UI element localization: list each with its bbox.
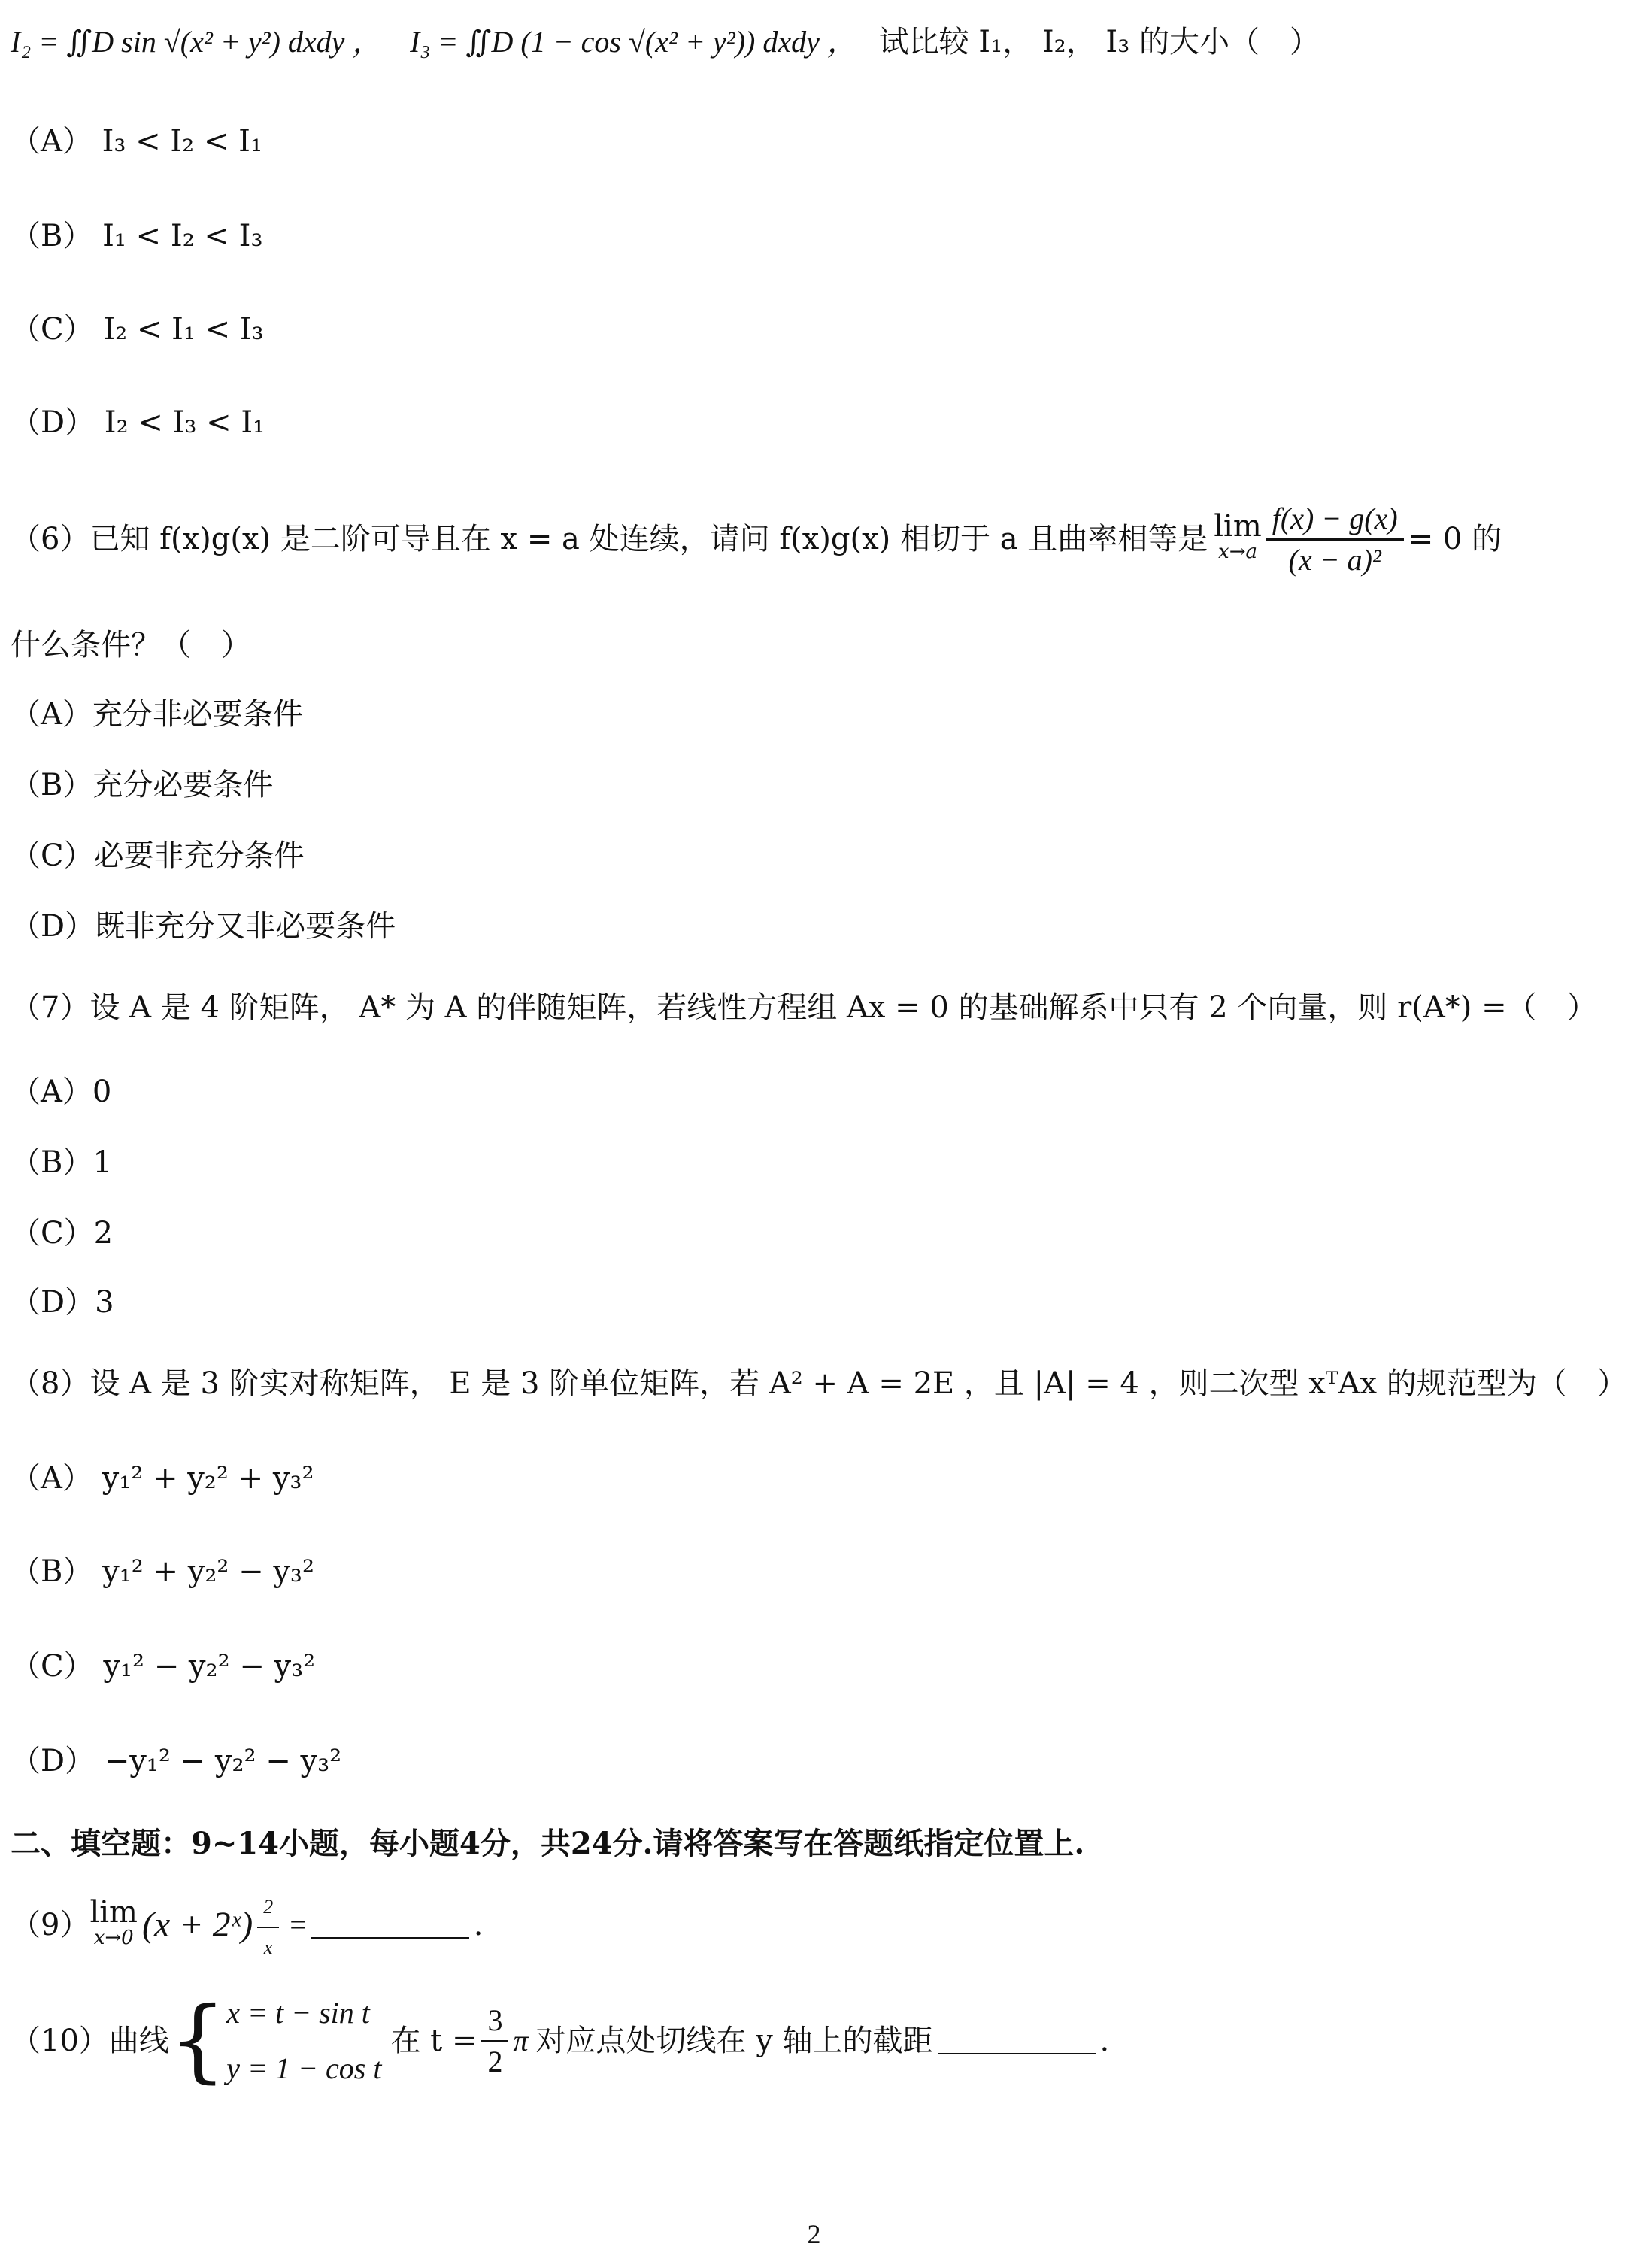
q5-option-d: （D） I₂ < I₃ < I₁	[11, 405, 265, 440]
q7-option-a: （A）0	[11, 1075, 112, 1109]
integral-definitions-line	[11, 23, 1617, 62]
q6-stem-continued: 什么条件？（ ）	[11, 628, 251, 663]
q5-option-c: （C） I₂ < I₁ < I₃	[11, 312, 264, 347]
q8-option-b: （B） y₁² + y₂² − y₃²	[11, 1554, 315, 1589]
i3-definition: I₃ = ∬D (1 − cos √(x² + y²)) dxdy ，	[410, 25, 857, 59]
q10-fraction-numerator: 3	[481, 2001, 508, 2042]
q6-fraction-numerator: f(x) − g(x)	[1266, 499, 1404, 541]
q9-lim-subscript: x→0	[93, 1927, 134, 1949]
q10-tail-text: 对应点处切线在 y 轴上的截距	[535, 2024, 933, 2058]
section-2-heading: 二、填空题：9~14小题，每小题4分，共24分.请将答案写在答题纸指定位置上.	[11, 1826, 1085, 1861]
q5-option-b: （B） I₁ < I₂ < I₃	[11, 219, 263, 253]
q6-lim-subscript: x→a	[1218, 541, 1257, 563]
q9-answer-blank[interactable]	[311, 1912, 469, 1939]
q6-option-b: （B）充分必要条件	[11, 768, 274, 802]
q9-label: （9）	[11, 1908, 90, 1942]
q7-option-d: （D）3	[11, 1285, 114, 1320]
q6-stem-end: = 0 的	[1408, 522, 1502, 556]
q6-lim-word: lim	[1214, 509, 1262, 544]
q6-stem-text: （6）已知 f(x)g(x) 是二阶可导且在 x = a 处连续，请问 f(x)g(x) 相切于 a 且曲率相等是	[11, 522, 1208, 556]
q9-exponent-denominator: x	[263, 1936, 273, 1958]
q9-equals: =	[290, 1908, 307, 1942]
q8-stem: （8）设 A 是 3 阶实对称矩阵， E 是 3 阶单位矩阵，若 A² + A = 2E ，且 |A| = 4 ，则二次型 xᵀAx 的规范型为（ ）	[11, 1366, 1627, 1401]
q6-fraction-denominator: (x − a)²	[1288, 542, 1381, 577]
q10-brace: {	[168, 1988, 227, 2093]
page-number: 2	[807, 2219, 821, 2249]
q9-lim-word: lim	[89, 1895, 138, 1930]
q8-option-d: （D） −y₁² − y₂² − y₃²	[11, 1744, 342, 1778]
q10-label: （10）曲线	[11, 2024, 169, 2058]
q10-answer-blank[interactable]	[938, 2027, 1096, 2054]
q6-option-c: （C）必要非充分条件	[11, 838, 305, 873]
q9-exponent-numerator: 2	[257, 1887, 279, 1928]
q6-option-d: （D）既非充分又非必要条件	[11, 909, 396, 944]
q7-option-c: （C）2	[11, 1216, 114, 1251]
q8-option-a: （A） y₁² + y₂² + y₃²	[11, 1461, 314, 1496]
q10-pi: π	[513, 2024, 529, 2057]
q10-parametric-system	[226, 1985, 381, 2097]
q6-stem	[11, 490, 1617, 588]
q7-stem: （7）设 A 是 4 阶矩阵， A* 为 A 的伴随矩阵，若线性方程组 Ax = 0 的基础解系中只有 2 个向量，则 r(A*) =（ ）	[11, 990, 1597, 1025]
q10-period: .	[1099, 2024, 1110, 2058]
q6-limit	[1214, 509, 1262, 565]
q5-option-a: （A） I₃ < I₂ < I₁	[11, 124, 262, 159]
q10-fraction-denominator: 2	[487, 2044, 503, 2078]
q6-fraction	[1266, 499, 1404, 580]
q8-option-c: （C） y₁² − y₂² − y₃²	[11, 1649, 316, 1684]
q10-at-t: 在 t =	[390, 2024, 477, 2058]
compare-question: 试比较 I₁， I₂， I₃ 的大小（ ）	[878, 25, 1320, 59]
q9-exponent	[257, 1887, 279, 1967]
q9-limit	[89, 1895, 138, 1951]
q9-period: .	[473, 1908, 484, 1942]
i2-definition: I₂ = ∬D sin √(x² + y²) dxdy ，	[11, 25, 383, 59]
q10-fraction	[481, 2001, 508, 2082]
q10-line	[11, 1981, 1617, 2101]
q9-base-expression: (x + 2ˣ)	[141, 1905, 253, 1945]
q7-option-b: （B）1	[11, 1145, 112, 1180]
q10-equation-x: x = t − sin t	[226, 1996, 370, 2030]
q10-equation-y: y = 1 − cos t	[226, 2051, 382, 2085]
q9-line	[11, 1880, 1617, 1970]
q6-option-a: （A）充分非必要条件	[11, 697, 303, 732]
